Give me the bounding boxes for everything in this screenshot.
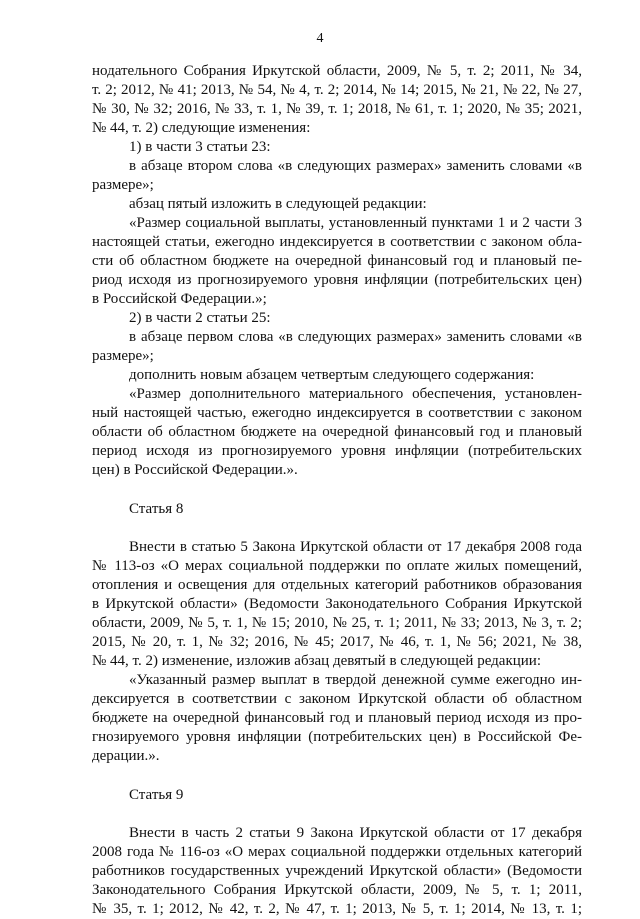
quote-line: бюджете на очередной финансовый год и плановый период исходя из про- (92, 710, 582, 726)
text-line: в Иркутской области» (Ведомости Законодательного Собрания Иркутской (92, 596, 582, 612)
quote-line: период исходя из прогнозируемого уровня инфляции (потребительских (92, 443, 582, 459)
text-line: в абзаце первом слова «в следующих размерах» заменить словами «в (129, 329, 582, 345)
list-item-heading: 2) в части 2 статьи 25: (129, 310, 271, 326)
text-line: 2008 года № 116-оз «О мерах социальной поддержки отдельных категорий (92, 844, 582, 860)
text-line: нодательного Собрания Иркутской области, 2009, № 5, т. 2; 2011, № 34, (92, 63, 582, 79)
quote-line: дексируется в соответствии с законом Иркутской области об областном (92, 691, 582, 707)
quote-line: гнозируемого уровня инфляции (потребительских цен) в Российской Фе- (92, 729, 582, 745)
text-line: № 113-оз «О мерах социальной поддержки по оплате жилых помещений, (92, 558, 582, 574)
text-line: дополнить новым абзацем четвертым следующего содержания: (129, 367, 535, 383)
quote-line: дерации.». (92, 748, 160, 764)
quote-line: риод исходя из прогнозируемого уровня инфляции (потребительских цен) (92, 272, 582, 288)
list-item-heading: 1) в части 3 статьи 23: (129, 139, 271, 155)
quote-line: области об областном бюджете на очередной финансовый год и плановый (92, 424, 582, 440)
text-line: размере»; (92, 348, 154, 364)
quote-line: сти об областном бюджете на очередной финансовый год и плановый пе- (92, 253, 582, 269)
text-line: Законодательного Собрания Иркутской области, 2009, № 5, т. 1; 2011, (92, 882, 582, 898)
quote-line: настоящей статьи, ежегодно индексируется в соответствии с законом обла- (92, 234, 582, 250)
text-line: № 44, т. 2) изменение, изложив абзац девятый в следующей редакции: (92, 653, 541, 669)
text-line: № 44, т. 2) следующие изменения: (92, 120, 311, 136)
text-line: отопления и освещения для отдельных категорий работников образования (92, 577, 582, 593)
article-8-heading: Статья 8 (129, 501, 184, 517)
text-line: 2015, № 20, т. 1, № 32; 2016, № 45; 2017, № 46, т. 1, № 56; 2021, № 38, (92, 634, 582, 650)
page-number: 4 (316, 31, 324, 46)
text-line: области, 2009, № 5, т. 1, № 15; 2010, № 25, т. 1; 2011, № 33; 2013, № 3, т. 2; (92, 615, 582, 631)
text-line: № 30, № 32; 2016, № 33, т. 1, № 39, т. 1; 2018, № 61, т. 1; 2020, № 35; 2021, (92, 101, 582, 117)
text-line: абзац пятый изложить в следующей редакции: (129, 196, 427, 212)
quote-line: в Российской Федерации.»; (92, 291, 267, 307)
text-line: размере»; (92, 177, 154, 193)
quote-line: ный настоящей частью, ежегодно индексируется в соответствии с законом (92, 405, 582, 421)
quote-line: «Размер дополнительного материального обеспечения, установлен- (129, 386, 582, 402)
article-9-heading: Статья 9 (129, 787, 184, 803)
quote-line: «Размер социальной выплаты, установленный пунктами 1 и 2 части 3 (129, 215, 582, 231)
quote-line: «Указанный размер выплат в твердой денежной сумме ежегодно ин- (129, 672, 582, 688)
text-line: работников государственных учреждений Иркутской области» (Ведомости (92, 863, 582, 879)
text-line: № 35, т. 1; 2012, № 42, т. 2, № 47, т. 1; 2013, № 5, т. 1; 2014, № 13, т. 1; (92, 901, 582, 917)
text-line: т. 2; 2012, № 41; 2013, № 54, № 4, т. 2; 2014, № 14; 2015, № 21, № 22, № 27, (92, 82, 582, 98)
text-line: Внести в статью 5 Закона Иркутской области от 17 декабря 2008 года (129, 539, 582, 555)
quote-line: цен) в Российской Федерации.». (92, 462, 298, 478)
text-line: в абзаце втором слова «в следующих размерах» заменить словами «в (129, 158, 582, 174)
text-line: Внести в часть 2 статьи 9 Закона Иркутской области от 17 декабря (129, 825, 582, 841)
